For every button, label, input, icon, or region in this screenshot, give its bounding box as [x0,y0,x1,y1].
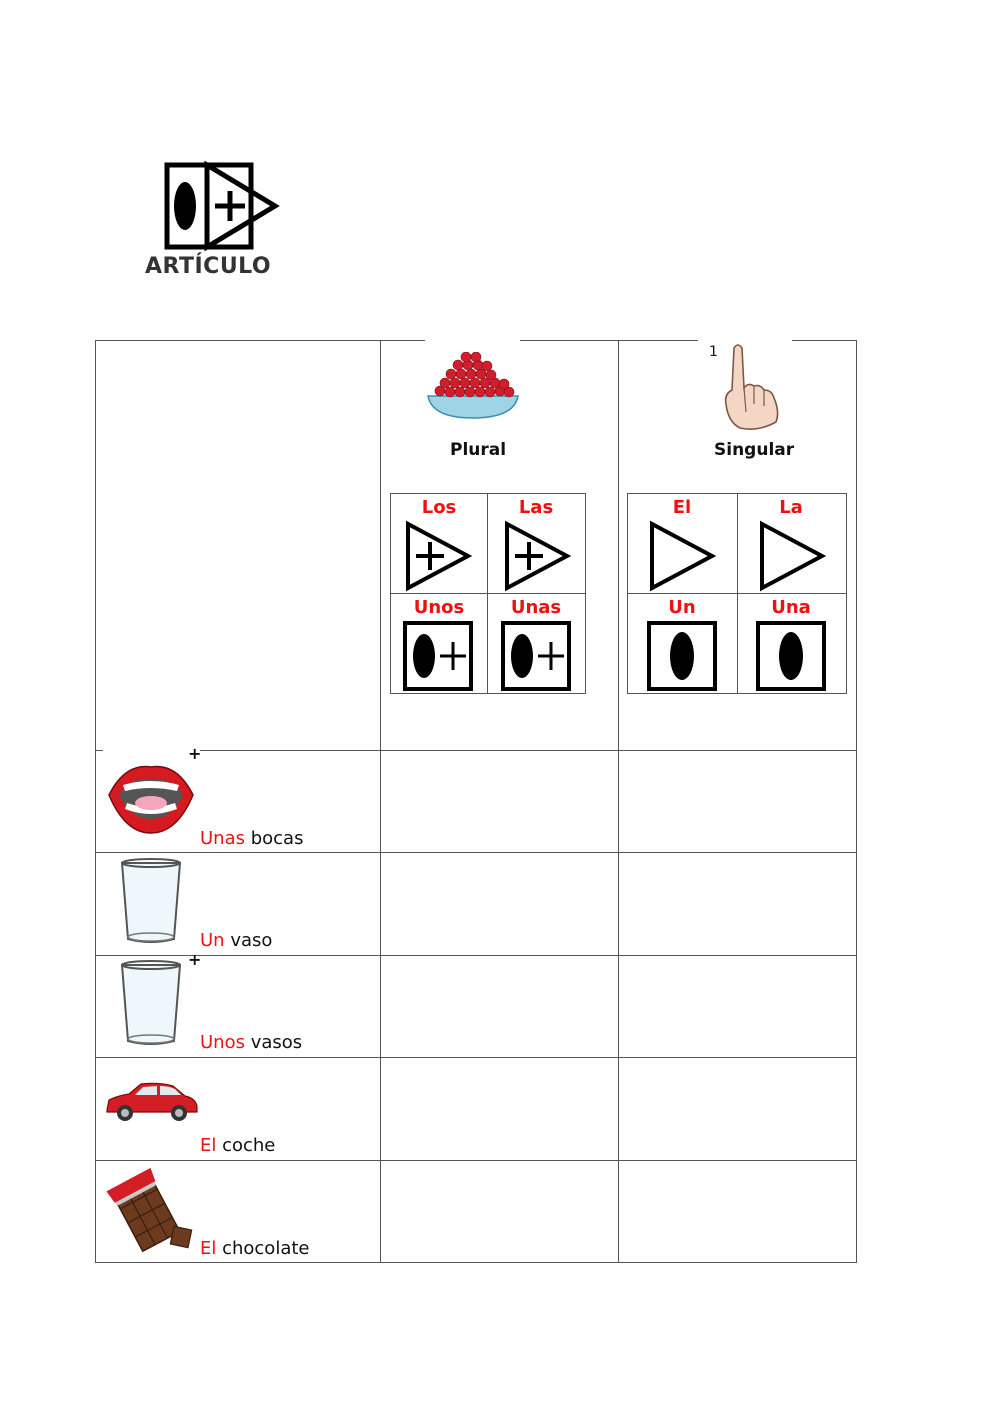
row-noun: bocas [245,828,304,849]
plural-header: Plural [450,440,507,460]
singular-header: Singular [714,440,795,460]
row-article: Un [200,930,225,951]
row-label [200,1238,310,1259]
row-label [200,828,303,849]
plural-marker: + [188,744,202,763]
indefinite-plural-icon [402,620,474,692]
definite-plural-icon [404,520,474,592]
article-label-una: Una [771,597,811,618]
row-article: El [200,1135,217,1156]
article-label-los: Los [421,497,457,518]
car-icon [103,1080,199,1124]
article-label-el: El [672,497,692,518]
row-article: Unas [200,828,245,849]
logo-label: ARTÍCULO [145,254,272,279]
glass-icon [118,959,184,1047]
glass-icon [118,857,184,945]
article-symbol-icon [145,160,285,255]
number-one-label: 1 [709,344,718,360]
row-noun: vasos [244,1032,303,1053]
indefinite-singular-icon [646,620,718,692]
row-noun: vaso [224,930,273,951]
row-article: El [200,1238,217,1259]
row-noun: coche [216,1135,276,1156]
indefinite-singular-icon [755,620,827,692]
bowl-of-berries-icon [426,352,520,420]
row-label [200,1032,302,1053]
indefinite-plural-icon [500,620,572,692]
article-label-unas: Unas [510,597,562,618]
row-noun: chocolate [216,1238,310,1259]
definite-singular-icon [648,520,718,592]
article-label-un: Un [668,597,696,618]
article-label-la: La [779,497,803,518]
plural-marker: + [188,950,202,969]
article-label-unos: Unos [413,597,465,618]
definite-plural-icon [503,520,573,592]
row-label [200,1135,275,1156]
row-label [200,930,272,951]
row-article: Unos [200,1032,245,1053]
definite-singular-icon [758,520,828,592]
chocolate-bar-icon [106,1164,198,1254]
one-finger-hand-icon [718,342,784,432]
article-label-las: Las [518,497,554,518]
mouth-icon [105,757,197,837]
